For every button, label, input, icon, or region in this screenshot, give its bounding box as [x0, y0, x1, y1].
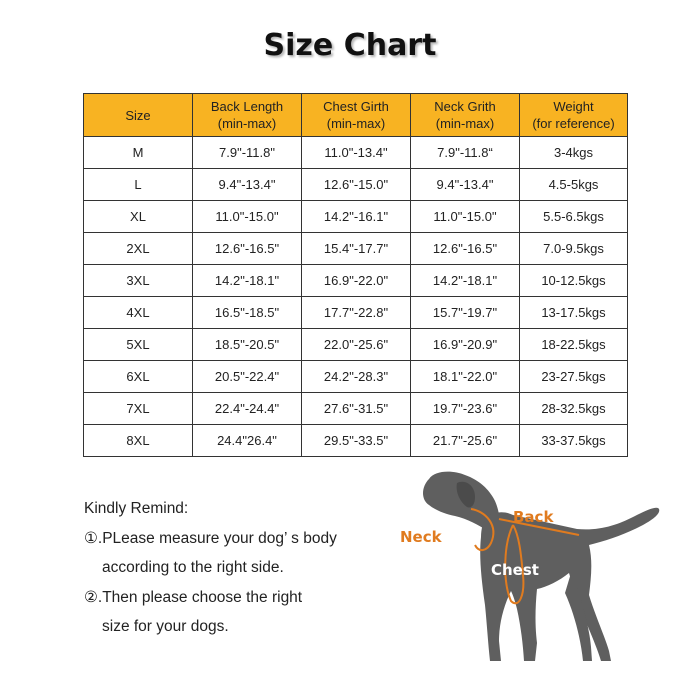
cell-back-length: 24.4"26.4"	[193, 425, 302, 457]
cell-weight: 28-32.5kgs	[520, 393, 628, 425]
cell-neck-girth: 18.1"-22.0"	[411, 361, 520, 393]
cell-chest-girth: 17.7"-22.8"	[302, 297, 411, 329]
cell-back-length: 11.0"-15.0"	[193, 201, 302, 233]
cell-back-length: 16.5"-18.5"	[193, 297, 302, 329]
page-title: Size Chart	[263, 28, 437, 63]
cell-weight: 33-37.5kgs	[520, 425, 628, 457]
header-chest-girth: Chest Girth (min-max)	[302, 94, 411, 137]
cell-size: 7XL	[84, 393, 193, 425]
cell-neck-girth: 7.9"-11.8“	[411, 137, 520, 169]
cell-neck-girth: 21.7"-25.6"	[411, 425, 520, 457]
table-header-row	[84, 94, 628, 137]
cell-size: XL	[84, 201, 193, 233]
cell-back-length: 7.9"-11.8"	[193, 137, 302, 169]
dog-silhouette-icon	[423, 472, 659, 661]
cell-neck-girth: 12.6"-16.5"	[411, 233, 520, 265]
cell-size: 8XL	[84, 425, 193, 457]
cell-size: 4XL	[84, 297, 193, 329]
cell-size: 5XL	[84, 329, 193, 361]
cell-size: L	[84, 169, 193, 201]
cell-chest-girth: 24.2"-28.3"	[302, 361, 411, 393]
cell-neck-girth: 16.9"-20.9"	[411, 329, 520, 361]
cell-weight: 23-27.5kgs	[520, 361, 628, 393]
cell-neck-girth: 15.7"-19.7"	[411, 297, 520, 329]
cell-chest-girth: 15.4"-17.7"	[302, 233, 411, 265]
cell-neck-girth: 14.2"-18.1"	[411, 265, 520, 297]
header-back-length: Back Length (min-max)	[193, 94, 302, 137]
cell-chest-girth: 16.9"-22.0"	[302, 265, 411, 297]
cell-back-length: 9.4"-13.4"	[193, 169, 302, 201]
table-row	[84, 297, 628, 329]
remind-step-2: ②.Then please choose the right	[84, 588, 303, 606]
cell-back-length: 22.4"-24.4"	[193, 393, 302, 425]
table-row	[84, 265, 628, 297]
table-row	[84, 233, 628, 265]
header-size: Size	[84, 94, 193, 137]
cell-weight: 3-4kgs	[520, 137, 628, 169]
cell-back-length: 18.5"-20.5"	[193, 329, 302, 361]
neck-label: Neck	[400, 528, 442, 546]
cell-back-length: 14.2"-18.1"	[193, 265, 302, 297]
remind-heading: Kindly Remind:	[84, 500, 189, 517]
cell-size: M	[84, 137, 193, 169]
table-row	[84, 425, 628, 457]
cell-neck-girth: 11.0"-15.0"	[411, 201, 520, 233]
cell-weight: 5.5-6.5kgs	[520, 201, 628, 233]
remind-step-1: ①.PLease measure your dog’ s body	[84, 529, 337, 547]
cell-chest-girth: 29.5"-33.5"	[302, 425, 411, 457]
cell-back-length: 12.6"-16.5"	[193, 233, 302, 265]
table-row	[84, 169, 628, 201]
cell-weight: 4.5-5kgs	[520, 169, 628, 201]
table-row	[84, 329, 628, 361]
header-weight: Weight (for reference)	[520, 94, 628, 137]
cell-chest-girth: 11.0"-13.4"	[302, 137, 411, 169]
size-chart-table	[83, 93, 628, 457]
cell-chest-girth: 12.6"-15.0"	[302, 169, 411, 201]
cell-neck-girth: 9.4"-13.4"	[411, 169, 520, 201]
cell-size: 2XL	[84, 233, 193, 265]
cell-neck-girth: 19.7"-23.6"	[411, 393, 520, 425]
cell-size: 6XL	[84, 361, 193, 393]
cell-weight: 7.0-9.5kgs	[520, 233, 628, 265]
cell-weight: 18-22.5kgs	[520, 329, 628, 361]
cell-chest-girth: 14.2"-16.1"	[302, 201, 411, 233]
back-label: Back	[513, 508, 554, 526]
table-row	[84, 137, 628, 169]
chest-label: Chest	[491, 561, 539, 579]
remind-step-1-cont: according to the right side.	[102, 559, 284, 576]
cell-chest-girth: 22.0"-25.6"	[302, 329, 411, 361]
table-row	[84, 201, 628, 233]
table-row	[84, 361, 628, 393]
remind-step-2-cont: size for your dogs.	[102, 618, 229, 635]
cell-weight: 13-17.5kgs	[520, 297, 628, 329]
cell-weight: 10-12.5kgs	[520, 265, 628, 297]
kindly-remind-notes	[84, 494, 384, 642]
cell-size: 3XL	[84, 265, 193, 297]
cell-chest-girth: 27.6"-31.5"	[302, 393, 411, 425]
dog-measurement-diagram	[395, 465, 675, 675]
header-neck-girth: Neck Grith (min-max)	[411, 94, 520, 137]
table-row	[84, 393, 628, 425]
cell-back-length: 20.5"-22.4"	[193, 361, 302, 393]
